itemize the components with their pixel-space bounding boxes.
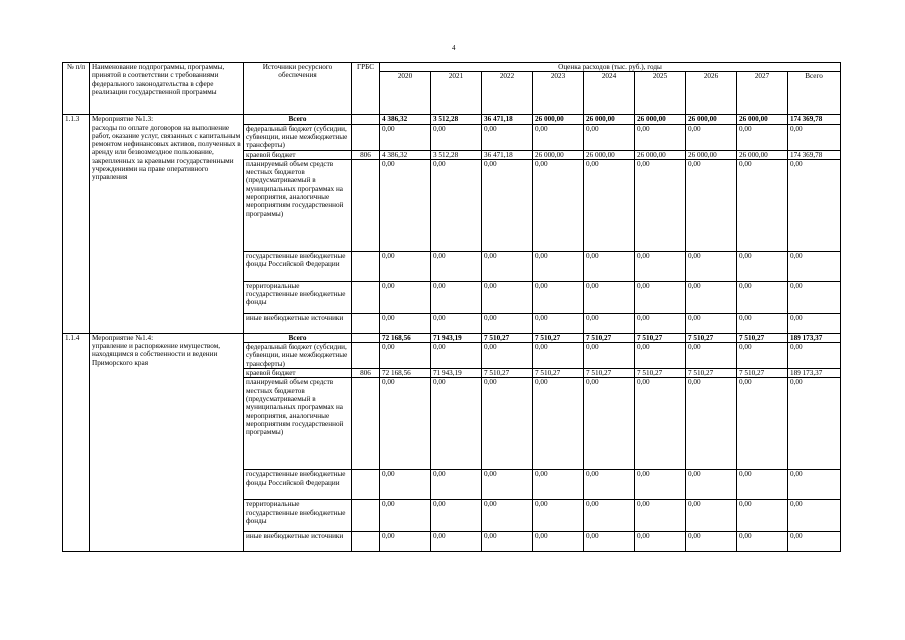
year-value: 0,00 bbox=[635, 159, 686, 251]
year-value: 0,00 bbox=[584, 124, 635, 150]
year-value: 26 000,00 bbox=[686, 150, 737, 159]
year-value: 0,00 bbox=[533, 378, 584, 470]
year-value: 7 510,27 bbox=[533, 333, 584, 342]
year-value: 26 000,00 bbox=[635, 115, 686, 124]
year-value: 0,00 bbox=[737, 313, 788, 333]
grbs-code bbox=[352, 378, 380, 470]
year-value: 0,00 bbox=[431, 281, 482, 313]
year-value: 0,00 bbox=[686, 532, 737, 552]
year-value: 0,00 bbox=[482, 500, 533, 532]
grbs-code bbox=[352, 343, 380, 369]
year-value: 7 510,27 bbox=[584, 369, 635, 378]
year-value: 0,00 bbox=[635, 124, 686, 150]
year-value: 0,00 bbox=[533, 281, 584, 313]
funding-source: иные внебюджетные источники bbox=[244, 532, 352, 552]
grbs-code bbox=[352, 470, 380, 500]
year-value: 36 471,18 bbox=[482, 150, 533, 159]
total-value: 174 369,78 bbox=[788, 150, 841, 159]
year-value: 0,00 bbox=[482, 124, 533, 150]
year-value: 26 000,00 bbox=[584, 150, 635, 159]
table-row bbox=[63, 115, 841, 124]
year-value: 7 510,27 bbox=[737, 369, 788, 378]
year-value: 0,00 bbox=[635, 500, 686, 532]
year-value: 0,00 bbox=[533, 500, 584, 532]
total-value: 189 173,37 bbox=[788, 333, 841, 342]
year-value: 7 510,27 bbox=[635, 369, 686, 378]
year-value: 0,00 bbox=[686, 124, 737, 150]
year-value: 0,00 bbox=[635, 281, 686, 313]
year-value: 0,00 bbox=[737, 500, 788, 532]
year-value: 0,00 bbox=[431, 343, 482, 369]
year-value: 72 168,56 bbox=[380, 369, 431, 378]
grbs-code bbox=[352, 333, 380, 342]
year-value: 26 000,00 bbox=[584, 115, 635, 124]
year-value: 0,00 bbox=[737, 124, 788, 150]
total-value: 0,00 bbox=[788, 281, 841, 313]
year-value: 4 386,32 bbox=[380, 150, 431, 159]
year-value: 0,00 bbox=[635, 532, 686, 552]
year-value: 0,00 bbox=[737, 532, 788, 552]
year-value: 0,00 bbox=[380, 313, 431, 333]
year-value: 0,00 bbox=[431, 378, 482, 470]
total-value: 0,00 bbox=[788, 313, 841, 333]
year-value: 0,00 bbox=[431, 313, 482, 333]
year-value: 0,00 bbox=[635, 378, 686, 470]
year-value: 0,00 bbox=[686, 251, 737, 281]
year-value: 0,00 bbox=[686, 159, 737, 251]
total-value: 0,00 bbox=[788, 500, 841, 532]
year-value: 0,00 bbox=[380, 251, 431, 281]
year-value: 0,00 bbox=[431, 470, 482, 500]
year-value: 0,00 bbox=[584, 470, 635, 500]
year-value: 7 510,27 bbox=[533, 369, 584, 378]
year-value: 0,00 bbox=[584, 378, 635, 470]
year-value: 0,00 bbox=[584, 159, 635, 251]
funding-source: государственные внебюджетные фонды Российской Федерации bbox=[244, 470, 352, 500]
year-value: 72 168,56 bbox=[380, 333, 431, 342]
year-value: 0,00 bbox=[533, 251, 584, 281]
total-value: 0,00 bbox=[788, 343, 841, 369]
year-value: 0,00 bbox=[737, 251, 788, 281]
year-value: 0,00 bbox=[533, 159, 584, 251]
year-value: 26 000,00 bbox=[737, 115, 788, 124]
grbs-code bbox=[352, 251, 380, 281]
year-value: 0,00 bbox=[635, 343, 686, 369]
header-year: 2025 bbox=[635, 72, 686, 115]
total-value: 0,00 bbox=[788, 251, 841, 281]
grbs-code bbox=[352, 115, 380, 124]
year-value: 26 000,00 bbox=[533, 150, 584, 159]
year-value: 26 000,00 bbox=[635, 150, 686, 159]
year-value: 0,00 bbox=[380, 532, 431, 552]
year-value: 0,00 bbox=[431, 159, 482, 251]
funding-source: федеральный бюджет (субсидии, субвенции, иные межбюджетные трансферты) bbox=[244, 343, 352, 369]
year-value: 0,00 bbox=[635, 470, 686, 500]
funding-source: территориальные государственные внебюджетные фонды bbox=[244, 500, 352, 532]
year-value: 0,00 bbox=[584, 281, 635, 313]
total-value: 174 369,78 bbox=[788, 115, 841, 124]
grbs-code bbox=[352, 532, 380, 552]
header-col-source: Источники ресурсного обеспечения bbox=[244, 63, 352, 115]
item-description: управление и распоряжение имуществом, находящимся в собственности и ведении Приморского края bbox=[92, 342, 221, 367]
item-title: Мероприятие №1.3: bbox=[92, 115, 154, 124]
header-year: 2022 bbox=[482, 72, 533, 115]
year-value: 0,00 bbox=[686, 313, 737, 333]
year-value: 7 510,27 bbox=[482, 369, 533, 378]
header-year: 2020 bbox=[380, 72, 431, 115]
year-value: 0,00 bbox=[584, 500, 635, 532]
year-value: 0,00 bbox=[737, 470, 788, 500]
header-col-name: Наименование подпрограммы, программы, принятой в соответствии с требованиями федерального законодательства в сфере реализации государственной программы bbox=[90, 63, 244, 115]
year-value: 0,00 bbox=[431, 500, 482, 532]
year-value: 0,00 bbox=[380, 500, 431, 532]
year-value: 0,00 bbox=[686, 378, 737, 470]
year-value: 0,00 bbox=[584, 251, 635, 281]
table-body bbox=[63, 63, 841, 552]
total-value: 189 173,37 bbox=[788, 369, 841, 378]
year-value: 7 510,27 bbox=[482, 333, 533, 342]
item-title: Мероприятие №1.4: bbox=[92, 333, 154, 342]
year-value: 26 000,00 bbox=[686, 115, 737, 124]
header-row-top bbox=[63, 63, 841, 72]
item-number: 1.1.3 bbox=[63, 115, 90, 334]
page-number: 4 bbox=[452, 44, 456, 52]
year-value: 26 000,00 bbox=[737, 150, 788, 159]
year-value: 7 510,27 bbox=[686, 369, 737, 378]
year-value: 71 943,19 bbox=[431, 369, 482, 378]
grbs-code bbox=[352, 124, 380, 150]
year-value: 0,00 bbox=[737, 159, 788, 251]
year-value: 0,00 bbox=[380, 124, 431, 150]
year-value: 7 510,27 bbox=[737, 333, 788, 342]
year-value: 0,00 bbox=[584, 313, 635, 333]
year-value: 0,00 bbox=[431, 251, 482, 281]
year-value: 0,00 bbox=[431, 124, 482, 150]
funding-source: территориальные государственные внебюджетные фонды bbox=[244, 281, 352, 313]
year-value: 7 510,27 bbox=[635, 333, 686, 342]
year-value: 0,00 bbox=[380, 470, 431, 500]
header-col-grbs: ГРБС bbox=[352, 63, 380, 115]
header-col-estimate: Оценка расходов (тыс. руб.), годы bbox=[380, 63, 841, 72]
year-value: 0,00 bbox=[380, 281, 431, 313]
funding-source: планируемый объем средств местных бюджетов (предусматриваемый в муниципальных программах на мероприятия, аналогичные мероприятиям государственной программы) bbox=[244, 159, 352, 251]
funding-source: краевой бюджет bbox=[244, 369, 352, 378]
year-value: 0,00 bbox=[686, 470, 737, 500]
total-value: 0,00 bbox=[788, 378, 841, 470]
year-value: 0,00 bbox=[482, 378, 533, 470]
funding-source: Всего bbox=[244, 115, 352, 124]
year-value: 0,00 bbox=[737, 378, 788, 470]
year-value: 0,00 bbox=[482, 251, 533, 281]
grbs-code: 806 bbox=[352, 150, 380, 159]
year-value: 0,00 bbox=[686, 500, 737, 532]
total-value: 0,00 bbox=[788, 532, 841, 552]
year-value: 7 510,27 bbox=[686, 333, 737, 342]
item-description: расходы по оплате договоров на выполнение работ, оказание услуг, связанных с капитальным ремонтом нефинансовых активов, полученных в аренду или безвозмездное пользование, закрепленных за краевыми государственными учреждениями на праве оперативного управления bbox=[92, 123, 241, 182]
year-value: 0,00 bbox=[635, 313, 686, 333]
grbs-code bbox=[352, 281, 380, 313]
year-value: 3 512,28 bbox=[431, 115, 482, 124]
header-total: Всего bbox=[788, 72, 841, 115]
year-value: 4 386,32 bbox=[380, 115, 431, 124]
grbs-code bbox=[352, 500, 380, 532]
grbs-code bbox=[352, 313, 380, 333]
grbs-code bbox=[352, 159, 380, 251]
table-row bbox=[63, 333, 841, 342]
year-value: 0,00 bbox=[533, 124, 584, 150]
year-value: 0,00 bbox=[584, 343, 635, 369]
header-year: 2021 bbox=[431, 72, 482, 115]
header-col-no: № п/п bbox=[63, 63, 90, 115]
header-year: 2026 bbox=[686, 72, 737, 115]
year-value: 0,00 bbox=[482, 281, 533, 313]
grbs-code: 806 bbox=[352, 369, 380, 378]
funding-source: Всего bbox=[244, 333, 352, 342]
year-value: 0,00 bbox=[482, 470, 533, 500]
year-value: 0,00 bbox=[482, 532, 533, 552]
year-value: 0,00 bbox=[533, 343, 584, 369]
year-value: 7 510,27 bbox=[584, 333, 635, 342]
year-value: 36 471,18 bbox=[482, 115, 533, 124]
year-value: 0,00 bbox=[482, 313, 533, 333]
year-value: 0,00 bbox=[533, 313, 584, 333]
year-value: 3 512,28 bbox=[431, 150, 482, 159]
expenditure-table bbox=[62, 62, 841, 552]
header-year: 2023 bbox=[533, 72, 584, 115]
total-value: 0,00 bbox=[788, 124, 841, 150]
year-value: 0,00 bbox=[737, 281, 788, 313]
item-name-cell bbox=[90, 115, 244, 334]
funding-source: краевой бюджет bbox=[244, 150, 352, 159]
year-value: 0,00 bbox=[533, 470, 584, 500]
year-value: 0,00 bbox=[686, 281, 737, 313]
item-number: 1.1.4 bbox=[63, 333, 90, 552]
year-value: 0,00 bbox=[380, 159, 431, 251]
year-value: 0,00 bbox=[533, 532, 584, 552]
funding-source: федеральный бюджет (субсидии, субвенции, иные межбюджетные трансферты) bbox=[244, 124, 352, 150]
year-value: 0,00 bbox=[482, 159, 533, 251]
year-value: 0,00 bbox=[737, 343, 788, 369]
funding-source: государственные внебюджетные фонды Российской Федерации bbox=[244, 251, 352, 281]
total-value: 0,00 bbox=[788, 470, 841, 500]
year-value: 0,00 bbox=[380, 343, 431, 369]
year-value: 0,00 bbox=[431, 532, 482, 552]
year-value: 26 000,00 bbox=[533, 115, 584, 124]
funding-source: планируемый объем средств местных бюджетов (предусматриваемый в муниципальных программах на мероприятия, аналогичные мероприятиям государственной программы) bbox=[244, 378, 352, 470]
total-value: 0,00 bbox=[788, 159, 841, 251]
header-year: 2024 bbox=[584, 72, 635, 115]
year-value: 0,00 bbox=[380, 378, 431, 470]
year-value: 0,00 bbox=[635, 251, 686, 281]
year-value: 71 943,19 bbox=[431, 333, 482, 342]
year-value: 0,00 bbox=[584, 532, 635, 552]
year-value: 0,00 bbox=[686, 343, 737, 369]
funding-source: иные внебюджетные источники bbox=[244, 313, 352, 333]
header-year: 2027 bbox=[737, 72, 788, 115]
year-value: 0,00 bbox=[482, 343, 533, 369]
item-name-cell bbox=[90, 333, 244, 552]
